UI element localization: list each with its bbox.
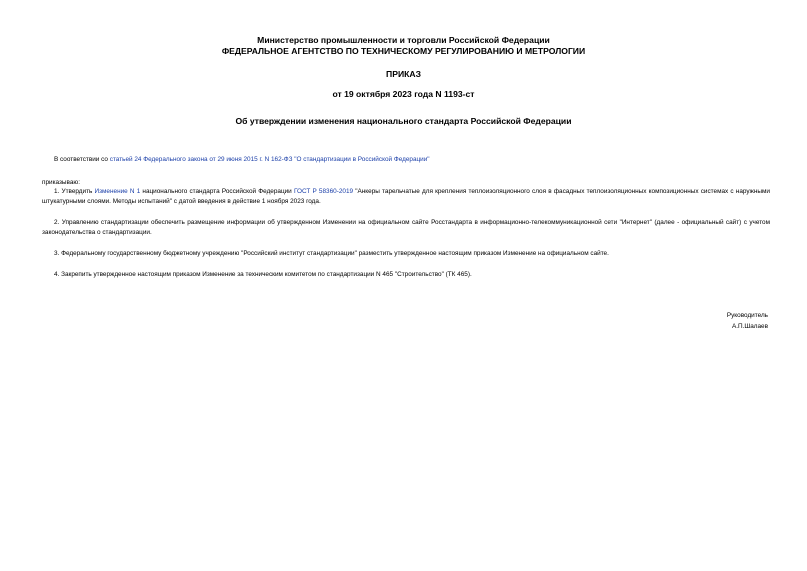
item-1-middle: национального стандарта Российской Федерации xyxy=(140,188,294,195)
signatory-title: Руководитель xyxy=(726,312,768,319)
preamble-paragraph xyxy=(42,155,770,165)
agency-name: ФЕДЕРАЛЬНОЕ АГЕНТСТВО ПО ТЕХНИЧЕСКОМУ РЕГУЛИРОВАНИЮ И МЕТРОЛОГИИ xyxy=(221,46,586,56)
change-link[interactable]: Изменение N 1 xyxy=(94,188,141,195)
document-type: ПРИКАЗ xyxy=(386,69,421,79)
ministry-name: Министерство промышленности и торговли Российской Федерации xyxy=(257,35,550,45)
preamble-prefix: В соответствии со xyxy=(54,156,110,163)
item-1-suffix: "Анкеры тарельчатые для крепления теплоизоляционного слоя в фасадных теплоизоляционных композиционных системах с наружными штукатурными слоями. Методы испытаний" с датой введения в действие 1 ноября 2023 года. xyxy=(42,188,770,205)
order-word: приказываю: xyxy=(42,179,80,186)
federal-law-link[interactable]: статьей 24 Федерального закона от 29 июня 2015 г. N 162-ФЗ "О стандартизации в Российской Федерации" xyxy=(109,156,430,163)
item-2-paragraph: 2. Управлению стандартизации обеспечить размещение информации об утвержденном Изменении на официальном сайте Росстандарта в информационно-телекоммуникационной сети "Интернет" (далее - официальный сайт) с учетом законодательства о стандартизации. xyxy=(42,219,770,236)
item-1-prefix: 1. Утвердить xyxy=(54,188,95,195)
document-subject: Об утверждении изменения национального стандарта Российской Федерации xyxy=(235,116,572,126)
signatory-name: А.П.Шалаев xyxy=(731,323,768,330)
item-3-paragraph: 3. Федеральному государственному бюджетному учреждению "Российский институт стандартизации" разместить утвержденное настоящим приказом Изменение на официальном сайте. xyxy=(54,250,609,257)
item-4-paragraph: 4. Закрепить утвержденное настоящим приказом Изменение за техническим комитетом по стандартизации N 465 "Строительство" (ТК 465). xyxy=(54,271,472,278)
gost-link[interactable]: ГОСТ Р 58360-2019 xyxy=(293,188,354,195)
item-1-paragraph xyxy=(42,187,770,207)
document-date-number: от 19 октября 2023 года N 1193-ст xyxy=(332,89,475,99)
